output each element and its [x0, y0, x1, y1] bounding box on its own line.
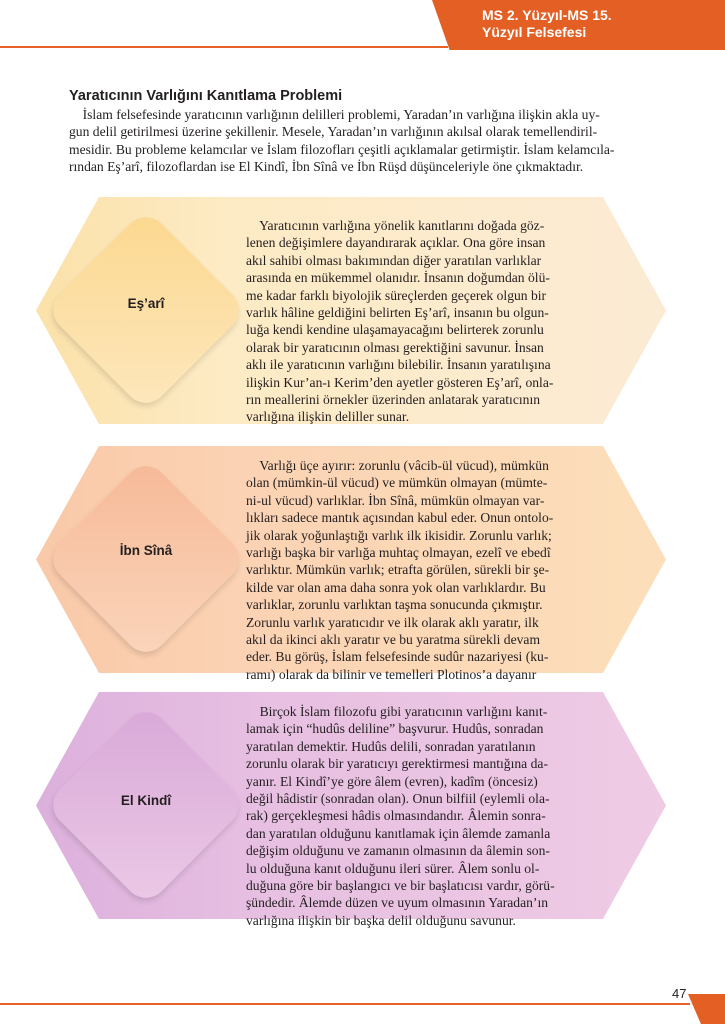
description-line: duğuna göre bir başlangıcı ve bir başlatıcısı vardır, görü-	[246, 878, 555, 894]
philosopher-name: El Kindî	[120, 793, 172, 808]
intro-line: gun delil getirilmesi üzerine şekillenir. Mesele, Yaradan’ın varlığının akılsal olarak temellendiril-	[69, 124, 598, 140]
intro-line: İslam felsefesinde yaratıcının varlığının delilleri problemi, Yaradan’ın varlığına ilişkin akla uy-	[69, 107, 600, 122]
description-line: varlığına ilişkin bir başka delil olduğunu savunur.	[246, 912, 516, 928]
section-title: Yaratıcının Varlığını Kanıtlama Problemi	[69, 88, 343, 104]
description-line: değil hâdistir (sonradan olan). Onun bilfiil (eylemli ola-	[246, 791, 550, 807]
philosopher-card-el-kindi	[36, 692, 666, 928]
description-line: lamak için “hudûs deliline” başvurur. Hudûs, sonradan	[246, 721, 544, 737]
description-line: rın meallerini örnekler üzerinden anlatarak yaratıcının	[246, 392, 541, 408]
description-line: olan (mümkin-ül vücud) ve mümkün olmayan (mümte-	[246, 475, 548, 491]
header-rule	[0, 46, 448, 48]
description-line: akıl sahibi olması bakımından diğer yaratılan varlıklar	[246, 252, 542, 268]
description-line: zorunlu olarak bir yaratıcıyı gerektirmesi mantığına da-	[246, 756, 548, 772]
description-line: arasında en mükemmel olanıdır. İnsanın doğumdan ölü-	[246, 270, 550, 286]
description-line: lu olduğuna kanıt olduğunu ileri sürer. Âlem sonlu ol-	[246, 860, 540, 876]
description-line: aklı ile yaratıcının varlığını bilebilir. İnsanın yaratılışına	[246, 357, 551, 373]
philosopher-description	[246, 703, 601, 929]
description-line: varlıklar, zorunlu varlıktan taşma sonucunda çıkmıştır.	[246, 597, 543, 613]
philosopher-card-esari	[36, 197, 666, 424]
description-line: jik olarak yoğunlaştığı varlık ilk ikisidir. Zorunlu varlık;	[246, 527, 552, 543]
description-line: ilişkin Kur’an-ı Kerim’den ayetler gösteren Eş’arî, onla-	[246, 374, 554, 390]
chapter-banner-line: Yüzyıl Felsefesi	[482, 24, 587, 40]
description-line: ni-ul vücud) varlıklar. İbn Sînâ, mümkün olmayan var-	[246, 492, 545, 508]
philosopher-description	[246, 457, 601, 683]
description-line: lıkları sadece mantık açısından kabul eder. Onun ontolo-	[246, 510, 554, 526]
intro-line: rından Eş’arî, filozoflardan ise El Kindî, İbn Sînâ ve İbn Rüşd düşünceleriyle öne çıkmaktadır.	[69, 159, 584, 175]
description-line: Yaratıcının varlığına yönelik kanıtlarını doğada göz-	[246, 218, 545, 233]
description-line: eder. Bu görüş, İslam felsefesinde sudûr nazariyesi (ku-	[246, 649, 549, 665]
description-line: kilde var olan ama daha sonra yok olan varlıklardır. Bu	[246, 579, 546, 595]
description-line: olarak bir yaratıcının olması gerektiğini savunur. İnsan	[246, 339, 544, 355]
description-line: değişim olduğunu ve zamanın olmasının da âlemin son-	[246, 843, 550, 859]
description-line: yaratılan demektir. Hudûs delili, sonradan yaratılanın	[246, 738, 536, 754]
description-line: varlığına ilişkin deliller sunar.	[246, 409, 410, 425]
page-number: 47	[672, 986, 687, 1001]
description-line: yanır. El Kindî’ye göre âlem (evren), kadîm (öncesiz)	[246, 773, 538, 789]
intro-paragraph	[69, 106, 639, 176]
card-diamond	[46, 459, 246, 659]
description-line: Zorunlu varlık yaratıcıdır ve ilk olarak aklı yaratır, ilk	[246, 614, 539, 630]
chapter-banner-line: MS 2. Yüzyıl-MS 15.	[482, 7, 612, 23]
description-line: lenen değişimlere dayandırarak açıklar. Ona göre insan	[246, 235, 546, 251]
description-line: luğa kendi kendine ulaşamayacağını belirterek zorunlu	[246, 322, 544, 338]
philosopher-name: İbn Sînâ	[119, 543, 173, 558]
philosopher-description	[246, 217, 601, 426]
footer-rule	[0, 1003, 690, 1005]
intro-line: mesidir. Bu probleme kelamcılar ve İslam filozofları çeşitli açıklamalar getirmiştir. İslam kelamcıla-	[69, 141, 615, 157]
description-line: Varlığı üçe ayırır: zorunlu (vâcib-ül vücud), mümkün	[246, 458, 549, 473]
description-line: dan yaratılan olduğunu kanıtlamak için âlemde zamanla	[246, 825, 551, 841]
description-line: şündedir. Âlemde düzen ve uyum olmasının Yaradan’ın	[246, 895, 549, 911]
description-line: ramı) olarak da bilinir ve temelleri Plotinos’a dayanır	[246, 666, 537, 682]
description-line: varlığı başka bir varlığa muhtaç olmayan, ezelî ve ebedî	[246, 545, 551, 561]
description-line: varlık hâline geldiğini belirten Eş’arî, insanın bu olgun-	[246, 305, 549, 321]
description-line: akıl da ikinci aklı yaratır ve bu yaratma sürekli devam	[246, 632, 541, 648]
description-line: rak) gerçekleşmesi hâdis olmasındandır. Âlemin sonra-	[246, 808, 546, 824]
description-line: Birçok İslam filozofu gibi yaratıcının varlığını kanıt-	[246, 704, 548, 719]
footer-corner-tab	[688, 994, 725, 1024]
description-line: varlıktır. Mümkün varlık; etrafta görülen, sürekli bir şe-	[246, 562, 550, 578]
chapter-banner-text	[482, 7, 612, 41]
philosopher-card-ibn-sina	[36, 446, 666, 682]
philosopher-name: Eş’arî	[127, 296, 165, 311]
description-line: me kadar farklı biyolojik süreçlerden geçerek olgun bir	[246, 287, 547, 303]
